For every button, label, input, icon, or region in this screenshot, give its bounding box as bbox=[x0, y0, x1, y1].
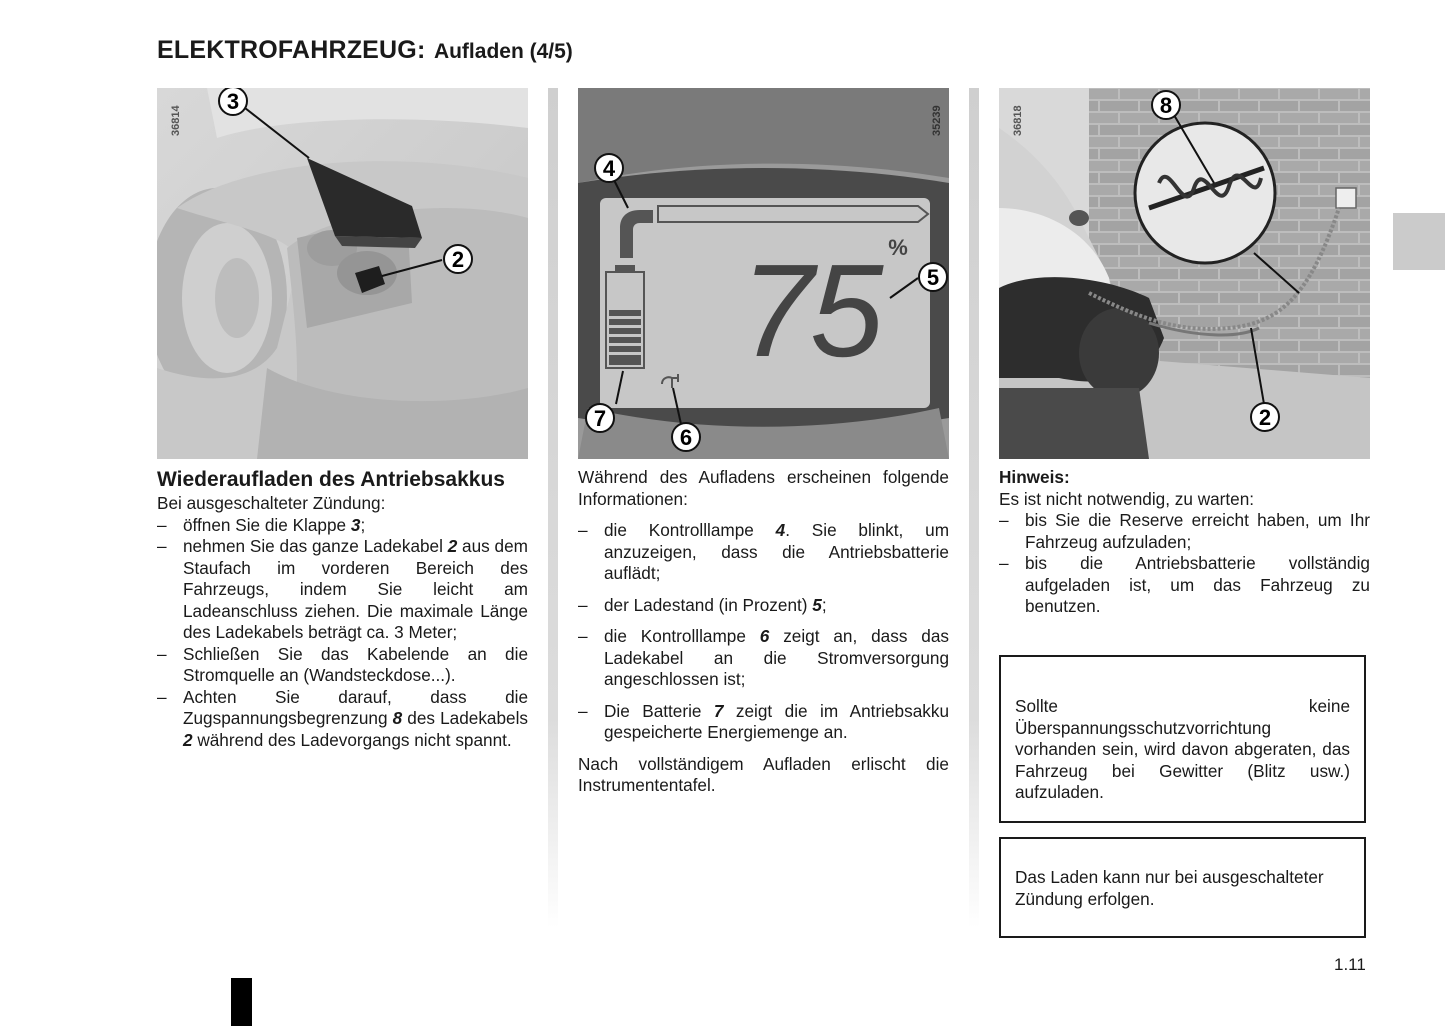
callout-2 bbox=[1251, 403, 1279, 431]
list-item: – öffnen Sie die Klappe 3; bbox=[157, 515, 528, 537]
column-separator-1 bbox=[548, 88, 558, 928]
outro-text: Nach vollständigem Aufladen erlischt die Instrumententafel. bbox=[578, 753, 949, 795]
callout-4 bbox=[595, 154, 623, 182]
figure-charging-port bbox=[157, 88, 528, 459]
warning-box-ignition bbox=[999, 837, 1366, 938]
warning-text: Das Laden kann nur bei ausgeschalteter Zündung erfolgen. bbox=[1015, 867, 1324, 909]
callout-3 bbox=[219, 88, 247, 115]
callout-5 bbox=[919, 263, 947, 291]
svg-text:5: 5 bbox=[926, 265, 940, 290]
note-label: Hinweis: bbox=[999, 467, 1070, 487]
svg-text:7: 7 bbox=[593, 406, 607, 431]
list-item: – die Kontrolllampe 4. Sie blinkt, um anzuzeigen, dass die Antriebsbatterie auflädt; bbox=[578, 520, 949, 585]
list-item: – der Ladestand (in Prozent) 5; bbox=[578, 595, 949, 617]
figure-code: 35239 bbox=[931, 105, 943, 136]
callout-8 bbox=[1152, 91, 1180, 119]
callout-2 bbox=[444, 245, 472, 273]
svg-text:3: 3 bbox=[226, 89, 240, 114]
list-item: – nehmen Sie das ganze Ladekabel 2 aus dem Staufach im vorderen Bereich des Fahrzeugs, indem Sie leicht am Ladeanschluss ziehen. Die maximale Länge des Ladekabels beträgt ca. 3 Meter; bbox=[157, 536, 528, 644]
note-intro: Es ist nicht notwendig, zu warten: bbox=[999, 488, 1255, 509]
svg-text:4: 4 bbox=[602, 156, 616, 181]
title-sub: Aufladen (4/5) bbox=[433, 40, 573, 63]
page-title bbox=[157, 36, 573, 65]
figure-code: 36814 bbox=[170, 105, 182, 136]
intro-text: Bei ausgeschalteter Zündung: bbox=[157, 493, 386, 513]
column-separator-2 bbox=[969, 88, 979, 928]
figure-instrument-display bbox=[578, 88, 949, 459]
page-marker bbox=[231, 978, 252, 1026]
page-number: 1.11 bbox=[1334, 955, 1366, 974]
title-main: ELEKTROFAHRZEUG: bbox=[157, 36, 426, 64]
svg-text:8: 8 bbox=[1159, 93, 1173, 118]
section-tab bbox=[1393, 213, 1445, 270]
svg-text:6: 6 bbox=[679, 425, 693, 450]
warning-text: Sollte keine Überspannungsschutzvorrichtung vorhanden sein, wird davon abgeraten, das Fahrzeug bei Gewitter (Blitz usw.) aufzuladen. bbox=[1015, 696, 1350, 802]
section-heading: Wiederaufladen des Antriebsakkus bbox=[157, 468, 505, 491]
list-item: – bis die Antriebsbatterie vollständig aufgeladen ist, um das Fahrzeug zu benutzen. bbox=[999, 553, 1370, 618]
list-item: – Die Batterie 7 zeigt die im Antriebsakku gespeicherte Energiemenge an. bbox=[578, 701, 949, 744]
percent-symbol: % bbox=[888, 235, 908, 260]
svg-text:2: 2 bbox=[1258, 405, 1272, 430]
column-3 bbox=[999, 88, 1370, 618]
svg-text:2: 2 bbox=[451, 247, 465, 272]
column-2 bbox=[578, 88, 949, 797]
column-1 bbox=[157, 88, 528, 751]
warning-box-surge bbox=[999, 655, 1366, 823]
list-item: – die Kontrolllampe 6 zeigt an, dass das Ladekabel an die Stromversorgung angeschlossen ist; bbox=[578, 626, 949, 691]
list-item: – bis Sie die Reserve erreicht haben, um Ihr Fahrzeug aufzuladen; bbox=[999, 510, 1370, 553]
charge-level-readout: 75 bbox=[740, 237, 880, 384]
list-item: – Schließen Sie das Kabelende an die Stromquelle an (Wandsteckdose...). bbox=[157, 644, 528, 687]
callout-7 bbox=[586, 404, 614, 432]
list-item: – Achten Sie darauf, dass die Zugspannungsbegrenzung 8 des Ladekabels 2 während des Ladevorgangs nicht spannt. bbox=[157, 687, 528, 752]
figure-code: 36818 bbox=[1012, 105, 1024, 136]
figure-wall-socket bbox=[999, 88, 1370, 459]
callout-6 bbox=[672, 423, 700, 451]
intro-text: Während des Aufladens erscheinen folgende Informationen: bbox=[578, 467, 949, 509]
